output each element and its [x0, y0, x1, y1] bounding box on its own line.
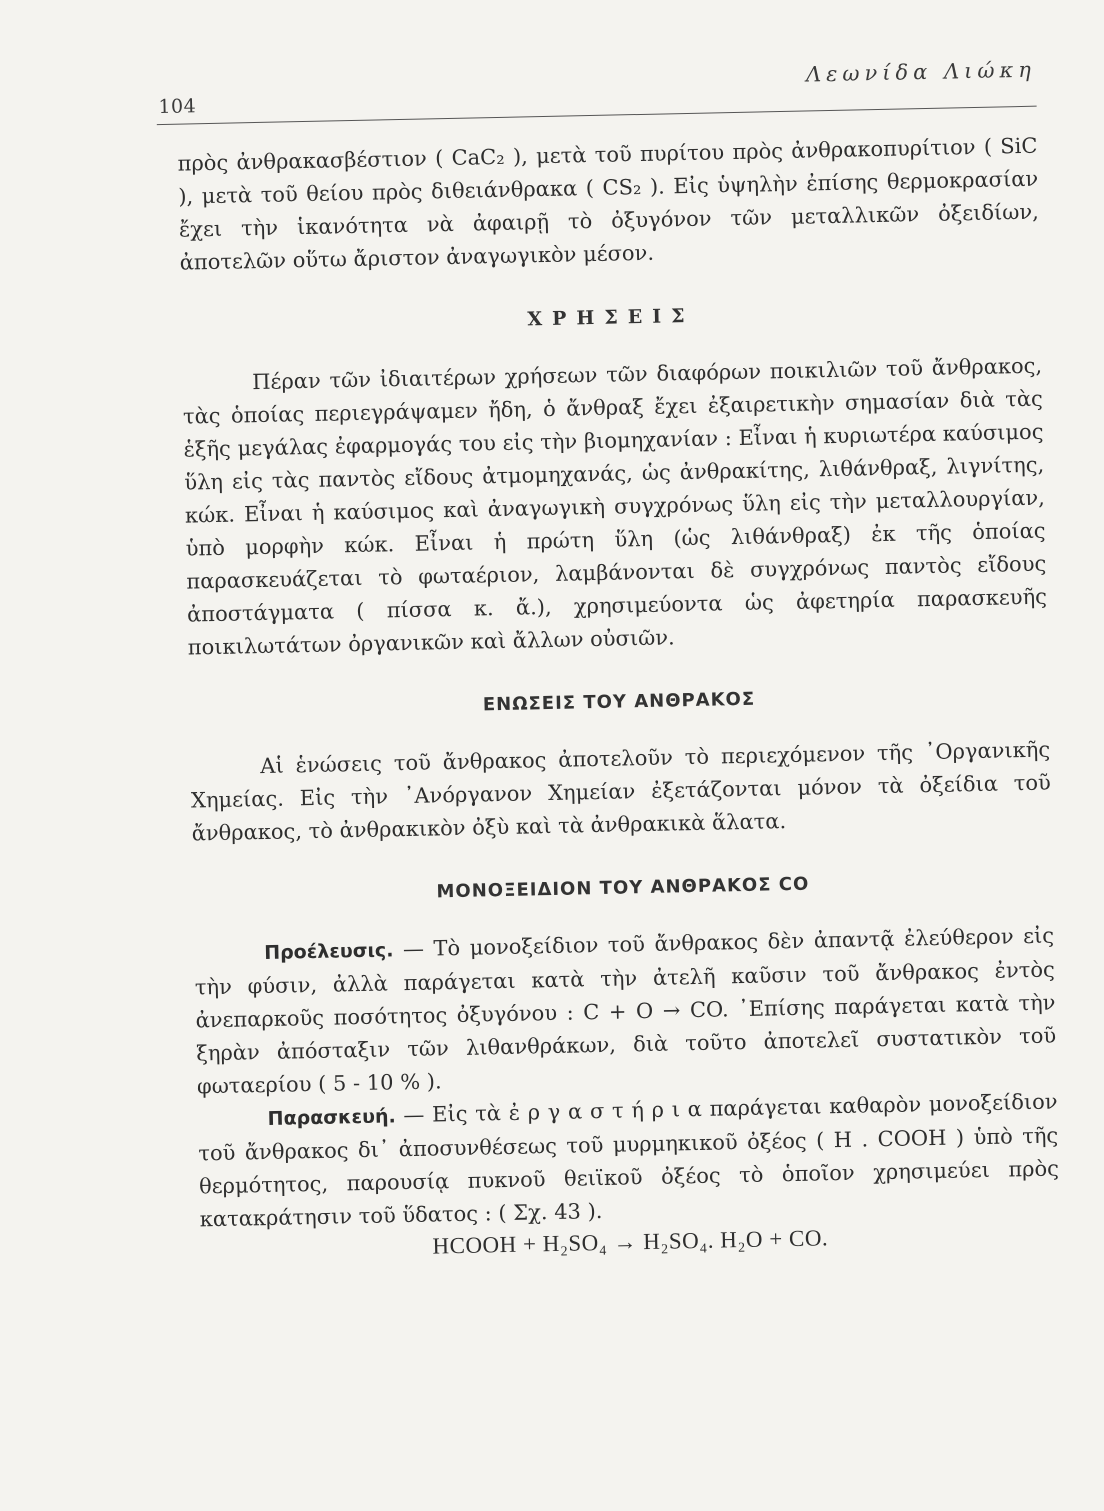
page-header	[156, 58, 1037, 126]
preparation-paragraph	[197, 1085, 1060, 1236]
header-rule	[157, 106, 1037, 125]
intro-paragraph: πρὸς ἀνθρακασβέστιον ( CaC₂ ), μετὰ τοῦ πυρίτου πρὸς ἀνθρακοπυρίτιον ( SiC ), μετὰ τοῦ θείου πρὸς διθειάνθρακα ( CS₂ ). Εἰς ὑψηλὴν ἐπίσης θερμοκρασίαν ἔχει τὴν ἱκανότητα νὰ ἀφαιρῇ τὸ ὀξυγόνον τῶν μεταλλικῶν ὀξειδίων, ἀποτελῶν οὕτω ἄριστον ἀναγωγικὸν μέσον.	[177, 133, 1040, 275]
uses-paragraph: Πέραν τῶν ἰδιαιτέρων χρήσεων τῶν διαφόρων ποικιλιῶν τοῦ ἄνθρακος, τὰς ὁποίας περιεγράψαμεν ἤδη, ὁ ἄνθραξ ἔχει ἐξαιρετικὴν σημασίαν διὰ τὰς ἑξῆς μεγάλας ἐφαρμογάς του εἰς τὴν βιομηχανίαν : Εἶναι ἡ κυριωτέρα καύσιμος ὕλη εἰς τὰς παντὸς εἴδους ἀτμομηχανάς, ὡς ἀνθρακίτης, λιθάνθραξ, λιγνίτης, κώκ. Εἶναι ἡ καύσιμος καὶ ἀναγωγικὴ συγχρόνως ὕλη εἰς τὴν μεταλλουργίαν, ὑπὸ μορφὴν κώκ. Εἶναι ἡ πρώτη ὕλη (ὡς λιθάνθραξ) ἐκ τῆς ὁποίας παρασκευάζεται τὸ φωταέριον, λαμβάνονται δὲ συγχρόνως παντὸς εἴδους ἀποστάγματα ( πίσσα κ. ἄ.), χρησιμεύοντα ὡς ἀφετηρία παρασκευῆς ποικιλωτάτων ὀργανικῶν καὶ ἄλλων οὐσιῶν.	[182, 353, 1048, 660]
origin-paragraph	[194, 919, 1057, 1103]
preparation-label: Παρασκευή.	[267, 1105, 396, 1130]
preparation-text: — Εἰς τὰ ἐ ρ γ α σ τ ή ρ ι α παράγεται καθαρὸν μονοξείδιον τοῦ ἄνθρακος δι᾿ ἀποσυνθέσεως τοῦ μυρμηκικοῦ ὀξέος ( H . COOH ) ὑπὸ τῆς θερμότητος, παρουσίᾳ πυκνοῦ θειϊκοῦ ὀξέος τὸ ὁποῖον χρησιμεύει πρὸς κατακράτησιν τοῦ ὕδατος : ( Σχ. 43 ).	[198, 1089, 1060, 1232]
origin-label: Προέλευσις.	[263, 939, 394, 965]
uses-heading: ΧΡΗΣΕΙΣ	[527, 304, 695, 331]
chemical-equation: HCOOH + H₂SO₄ → H₂SO₄. H₂O + CO.	[432, 1225, 829, 1259]
page-body	[177, 130, 1060, 1265]
compounds-heading: ΕΝΩΣΕΙΣ ΤΟΥ ΑΝΘΡΑΚΟΣ	[482, 688, 756, 716]
origin-text: — Τὸ μονοξείδιον τοῦ ἄνθρακος δὲν ἀπαντᾷ ἐλεύθερον εἰς τὴν φύσιν, ἀλλὰ παράγεται κατὰ τὴν ἀτελῆ καῦσιν τοῦ ἄνθρακος ἐντὸς ἀνεπαρκοῦς ποσότητος ὀξυγόνου : C + O → CO. ᾿Επίσης παράγεται κατὰ τὴν ξηρὰν ἀπόσταξιν τῶν λιθανθράκων, διὰ τοῦτο ἀποτελεῖ συστατικὸν τοῦ φωταερίου ( 5 - 10 % ).	[194, 923, 1057, 1099]
monoxide-heading: ΜΟΝΟΞΕΙΔΙΟΝ ΤΟΥ ΑΝΘΡΑΚΟΣ CO	[436, 873, 810, 903]
running-head: Λεωνίδα Λιώκη	[805, 57, 1037, 87]
compounds-paragraph: Αἱ ἑνώσεις τοῦ ἄνθρακος ἀποτελοῦν τὸ περιεχόμενον τῆς ᾿Οργανικῆς Χημείας. Εἰς τὴν ᾿Ανόργανον Χημείαν ἐξετάζονται μόνον τὰ ὀξείδια τοῦ ἄνθρακος, τὸ ἀνθρακικὸν ὀξὺ καὶ τὰ ἀνθρακικὰ ἅλατα.	[190, 737, 1052, 846]
page-number: 104	[158, 95, 197, 119]
